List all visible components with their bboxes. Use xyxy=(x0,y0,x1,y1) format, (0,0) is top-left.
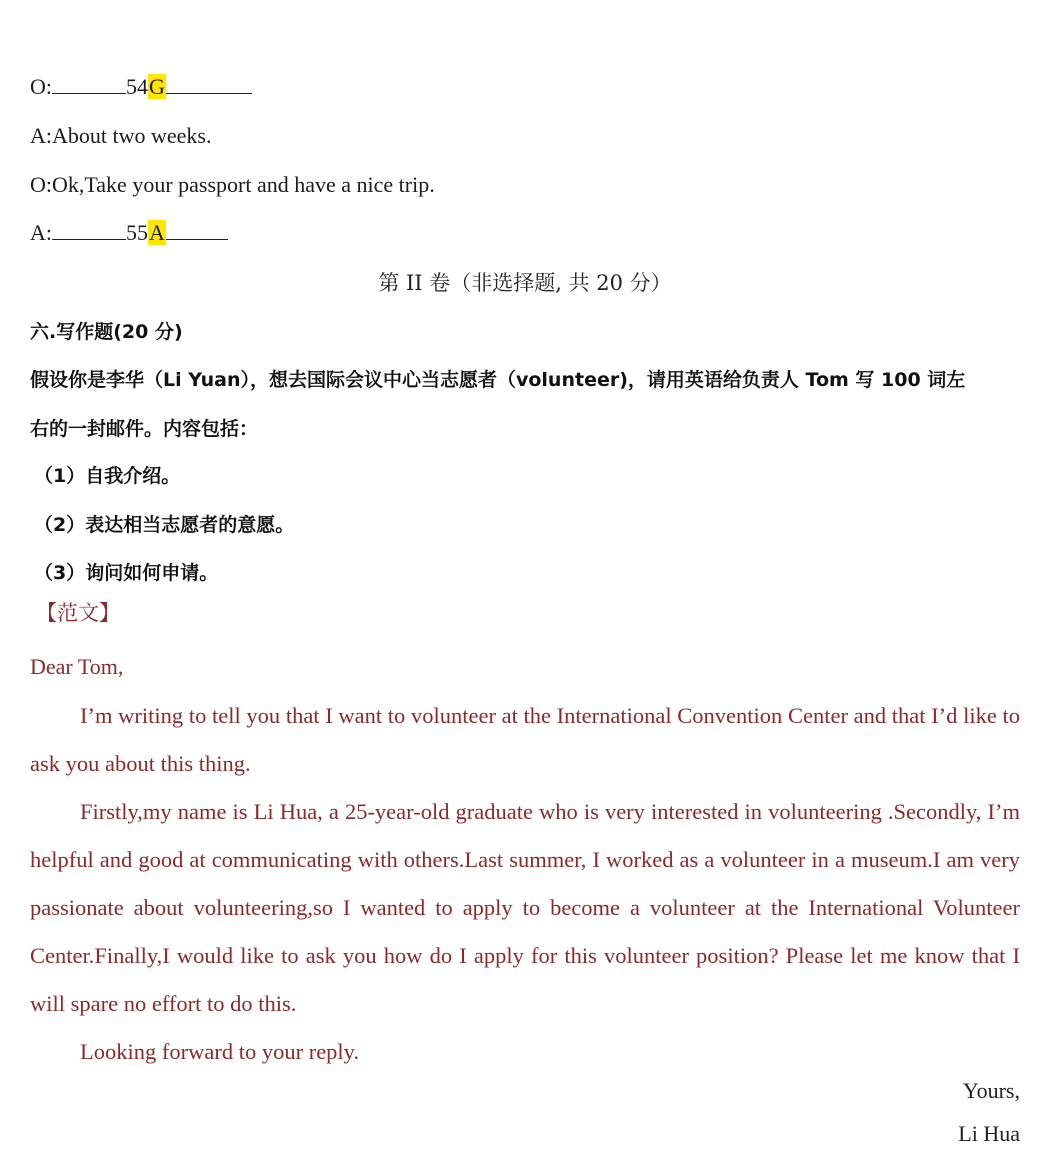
answer-blank xyxy=(166,75,252,94)
requirement-item: （1）自我介绍。 xyxy=(34,465,181,487)
letter-paragraph: Looking forward to your reply. xyxy=(80,1039,360,1064)
letter-paragraph: I’m writing to tell you that I want to volunteer at the International Convention Center and that I’d like to ask you about this thing. xyxy=(30,703,1020,776)
question-number: 54 xyxy=(126,74,148,99)
answer-blank xyxy=(166,221,228,240)
question-54-line xyxy=(30,74,252,100)
answer-highlight: G xyxy=(149,74,165,99)
question-number: 55 xyxy=(126,220,148,245)
speaker-label: A: xyxy=(30,220,52,245)
letter-closing: Yours, xyxy=(962,1078,1020,1103)
answer-highlight: A xyxy=(149,220,165,245)
requirement-item: （2）表达相当志愿者的意愿。 xyxy=(34,514,295,536)
speaker-label: O: xyxy=(30,74,52,99)
requirement-item: （3）询问如何申请。 xyxy=(34,562,219,584)
letter-paragraph: Firstly,my name is Li Hua, a 25-year-old graduate who is very interested in volunteering .Secondly, I’m helpful and good at communicating with others.Last summer, I worked as a volunteer in a museum.I am very passionate about volunteering,so I wanted to apply to become a volunteer at the International Volunteer Center.Finally,I would like to ask you how do I apply for this volunteer position? Please let me know that I will spare no effort to do this. xyxy=(30,799,1020,1016)
question-55-line xyxy=(30,220,228,246)
writing-heading: 六.写作题(20 分) xyxy=(30,321,183,343)
sample-essay-tag: 【范文】 xyxy=(36,601,120,625)
answer-blank xyxy=(52,75,126,94)
dialogue-line: O:Ok,Take your passport and have a nice trip. xyxy=(30,172,435,197)
writing-prompt-line: 右的一封邮件。内容包括： xyxy=(30,418,259,440)
section-title: 第 II 卷（非选择题, 共 20 分） xyxy=(378,271,672,295)
letter-greeting: Dear Tom, xyxy=(30,654,124,679)
dialogue-line: A:About two weeks. xyxy=(30,123,212,148)
letter-signature: Li Hua xyxy=(958,1121,1020,1146)
writing-prompt-line: 假设你是李华（Li Yuan），想去国际会议中心当志愿者（volunteer)，请用英语给负责人 Tom 写 100 词左 xyxy=(30,369,966,391)
answer-blank xyxy=(52,221,126,240)
